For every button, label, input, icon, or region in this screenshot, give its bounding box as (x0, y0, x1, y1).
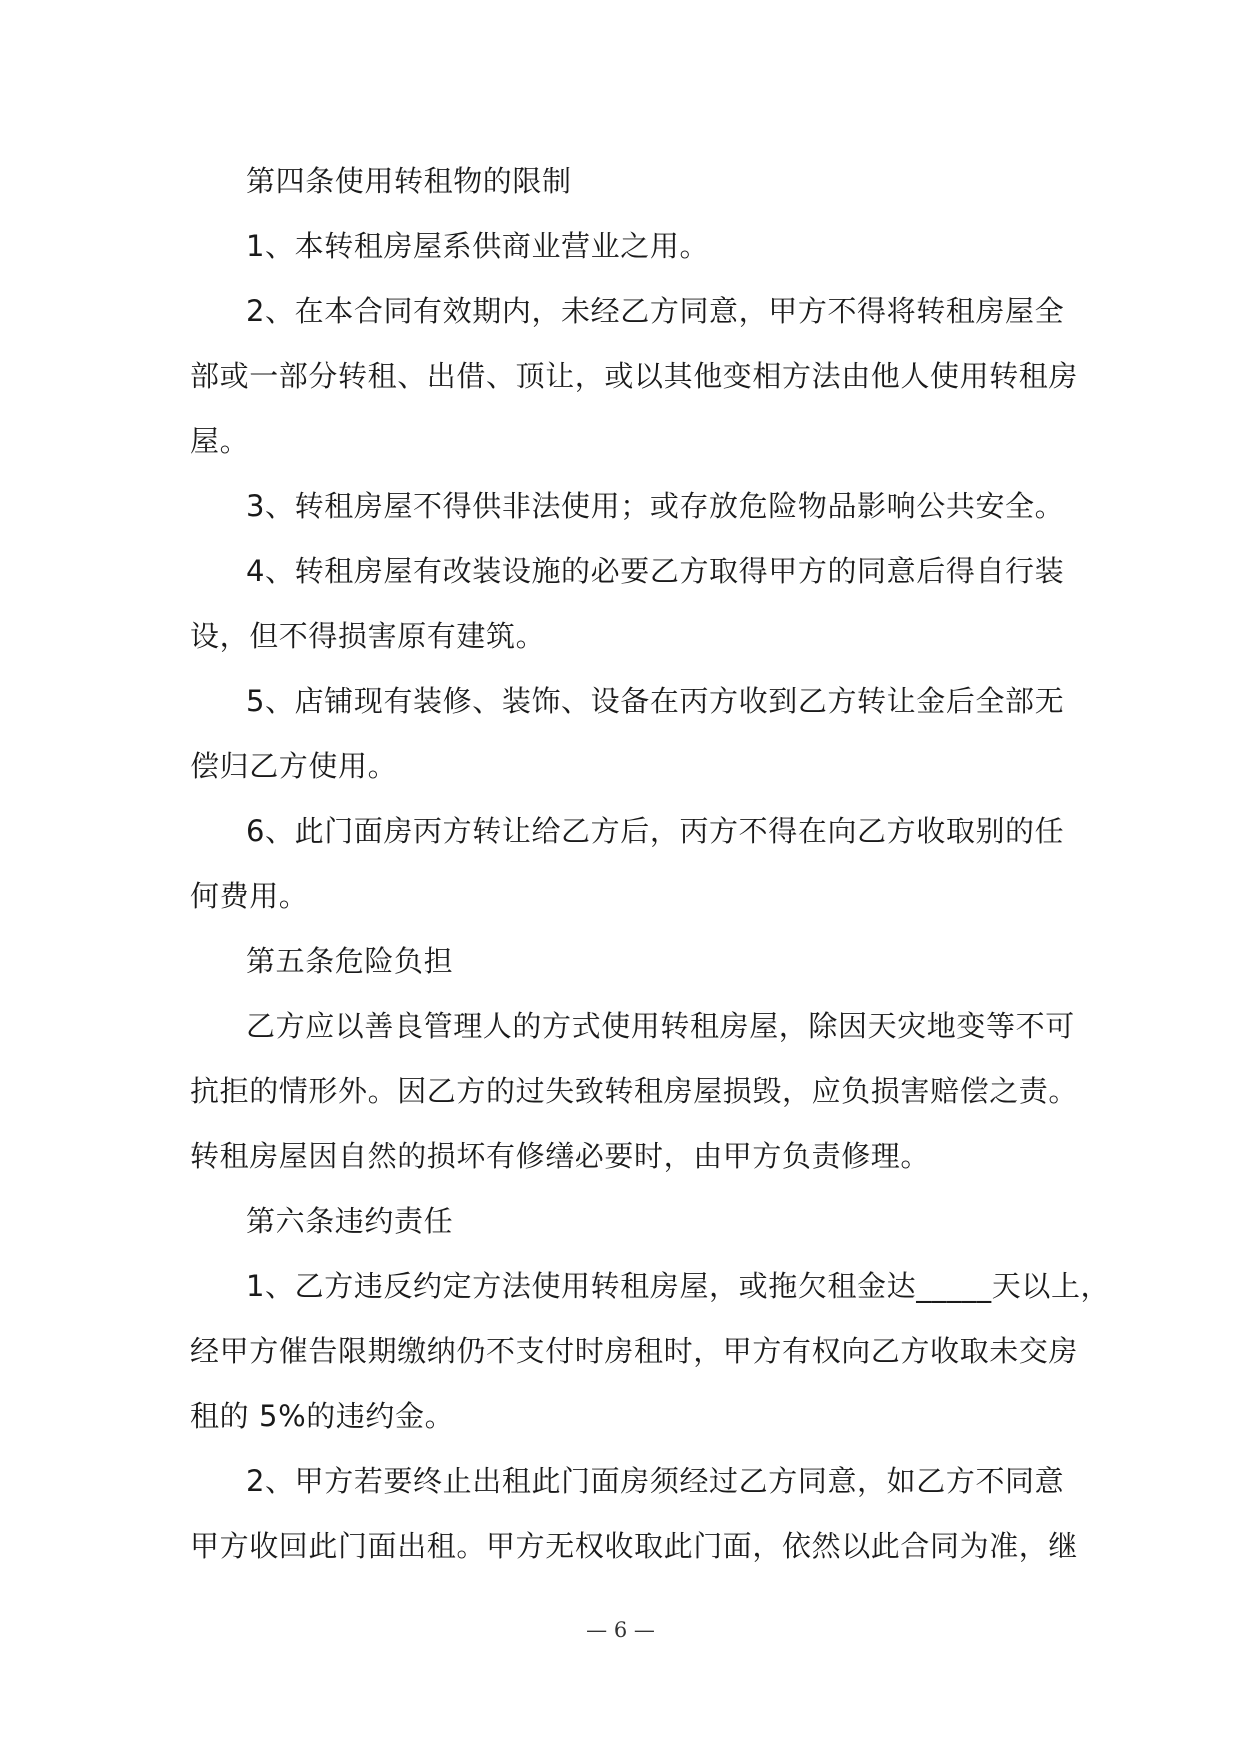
article-6-item-2-line-2: 甲方收回此门面出租。甲方无权收取此门面，依然以此合同为准，继 (190, 1529, 1079, 1563)
article-4-item-1: 1、本转租房屋系供商业营业之用。 (246, 229, 710, 263)
article-4-item-5-line-1: 5、店铺现有装修、装饰、设备在丙方收到乙方转让金后全部无 (246, 684, 1065, 718)
article-5-body-line-1: 乙方应以善良管理人的方式使用转租房屋，除因天灾地变等不可 (246, 1009, 1075, 1043)
article-4-heading: 第四条使用转租物的限制 (246, 164, 572, 198)
article-4-item-2-line-1: 2、在本合同有效期内，未经乙方同意，甲方不得将转租房屋全 (246, 294, 1065, 328)
article-5-body-line-3: 转租房屋因自然的损坏有修缮必要时，由甲方负责修理。 (190, 1139, 931, 1173)
article-4-item-5-line-2: 偿归乙方使用。 (190, 749, 398, 783)
article-4-item-6-line-1: 6、此门面房丙方转让给乙方后，丙方不得在向乙方收取别的任 (246, 814, 1065, 848)
article-4-item-3: 3、转租房屋不得供非法使用；或存放危险物品影响公共安全。 (246, 489, 1065, 523)
article-6-item-1-line-1: 1、乙方违反约定方法使用转租房屋，或拖欠租金达_____天以上， (246, 1269, 1111, 1303)
article-5-heading: 第五条危险负担 (246, 944, 454, 978)
article-6-heading: 第六条违约责任 (246, 1204, 454, 1238)
article-6-item-1-line-3: 租的 5%的违约金。 (190, 1399, 455, 1433)
article-5-body-line-2: 抗拒的情形外。因乙方的过失致转租房屋损毁，应负损害赔偿之责。 (190, 1074, 1079, 1108)
article-6-item-1-line-2: 经甲方催告限期缴纳仍不支付时房租时，甲方有权向乙方收取未交房 (190, 1334, 1079, 1368)
article-4-item-4-line-2: 设，但不得损害原有建筑。 (190, 619, 546, 653)
article-4-item-4-line-1: 4、转租房屋有改装设施的必要乙方取得甲方的同意后得自行装 (246, 554, 1065, 588)
page-number: — 6 — (586, 1618, 655, 1642)
article-4-item-2-line-2: 部或一部分转租、出借、顶让，或以其他变相方法由他人使用转租房 (190, 359, 1079, 393)
article-4-item-2-line-3: 屋。 (190, 424, 250, 458)
article-6-item-2-line-1: 2、甲方若要终止出租此门面房须经过乙方同意，如乙方不同意 (246, 1464, 1065, 1498)
article-4-item-6-line-2: 何费用。 (190, 879, 309, 913)
